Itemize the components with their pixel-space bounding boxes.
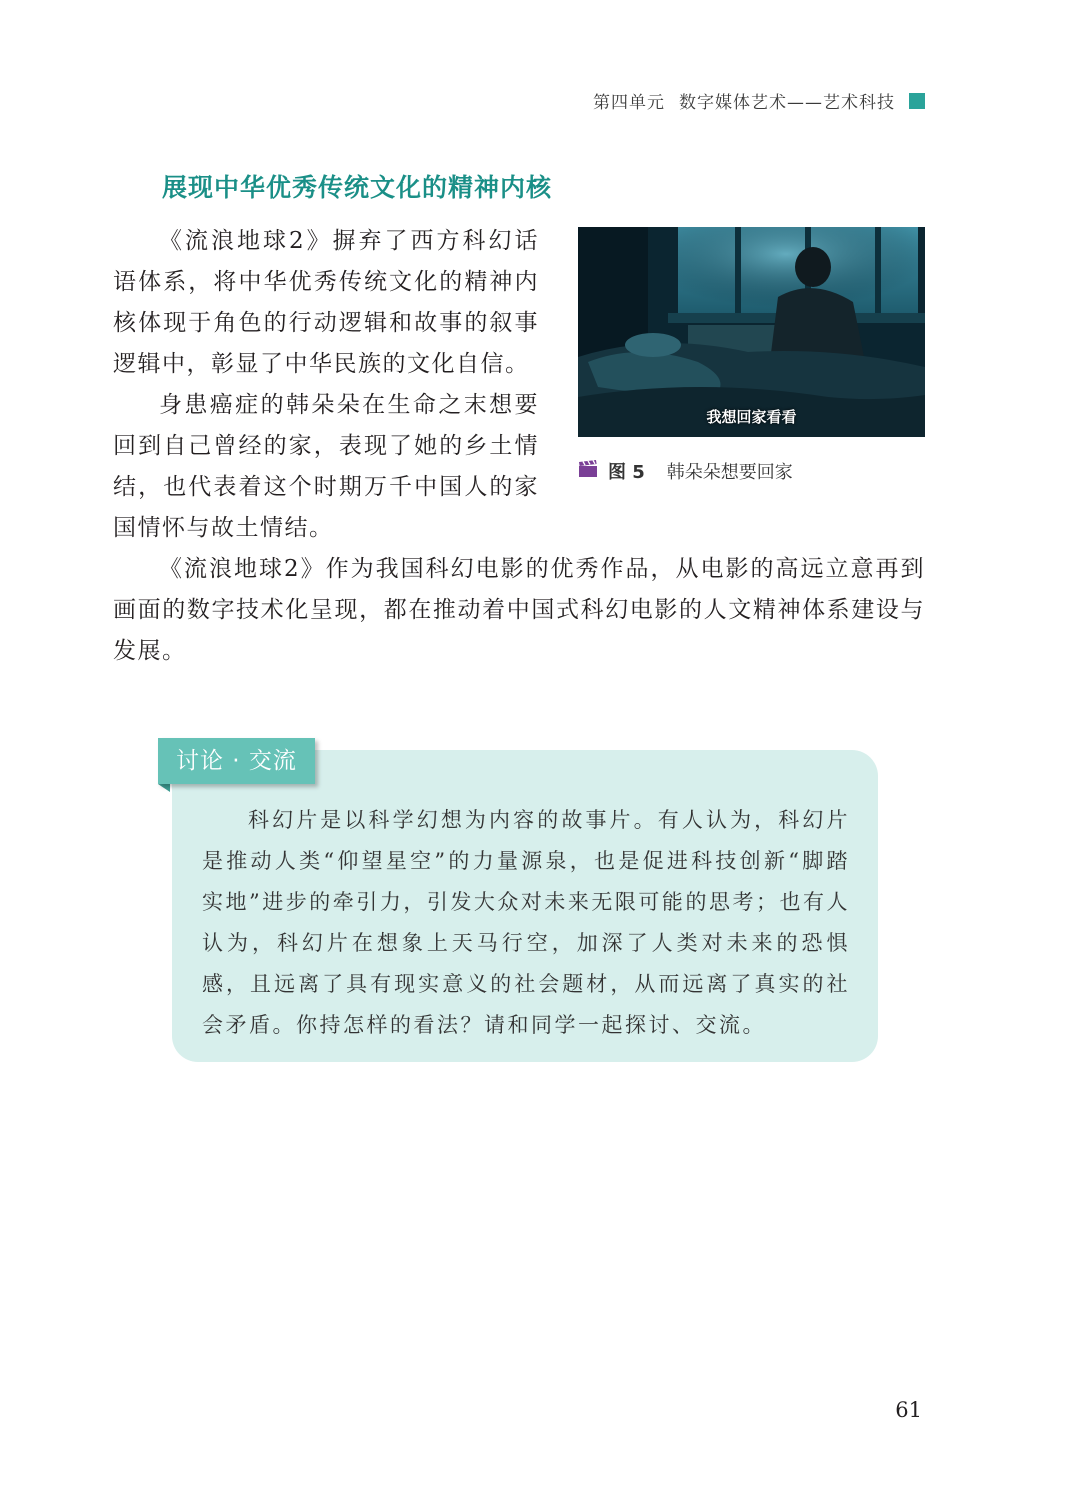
figure-caption-text: 韩朵朵想要回家 xyxy=(666,462,793,483)
section-title: 展现中华优秀传统文化的精神内核 xyxy=(162,173,553,202)
running-header xyxy=(593,88,925,113)
figure-caption xyxy=(578,458,793,484)
paragraph-3: 《流浪地球2》作为我国科幻电影的优秀作品，从电影的高远立意再到画面的数字技术化呈现，都在推动着中国式科幻电影的人文精神体系建设与发展。 xyxy=(113,556,925,664)
clapperboard-icon xyxy=(578,460,598,483)
unit-label: 第四单元 xyxy=(593,93,665,113)
header-square-icon xyxy=(909,93,925,109)
paragraph-2: 身患癌症的韩朵朵在生命之末想要回到自己曾经的家，表现了她的乡土情结，也代表着这个时期万千中国人的家国情怀与故土情结。 xyxy=(113,392,539,541)
film-still-image xyxy=(578,227,925,437)
page-number: 61 xyxy=(895,1398,922,1422)
discussion-tag-fold xyxy=(158,784,170,792)
chapter-label: 数字媒体艺术——艺术科技 xyxy=(679,93,895,113)
discussion-text: 科幻片是以科学幻想为内容的故事片。有人认为，科幻片是推动人类“仰望星空”的力量源泉，也是促进科技创新“脚踏实地”进步的牵引力，引发大众对未来无限可能的思考；也有人认为，科幻片在想象上天马行空，加深了人类对未来的恐惧感，且远离了具有现实意义的社会题材，从而远离了真实的社会矛盾。你持怎样的看法？请和同学一起探讨、交流。 xyxy=(202,808,850,1037)
figure-number: 图 5 xyxy=(608,462,645,483)
paragraph-1: 《流浪地球2》摒弃了西方科幻话语体系，将中华优秀传统文化的精神内核体现于角色的行动逻辑和故事的叙事逻辑中，彰显了中华民族的文化自信。 xyxy=(113,228,539,377)
discussion-tag: 讨论 · 交流 xyxy=(158,738,315,784)
film-subtitle: 我想回家看看 xyxy=(706,408,797,426)
